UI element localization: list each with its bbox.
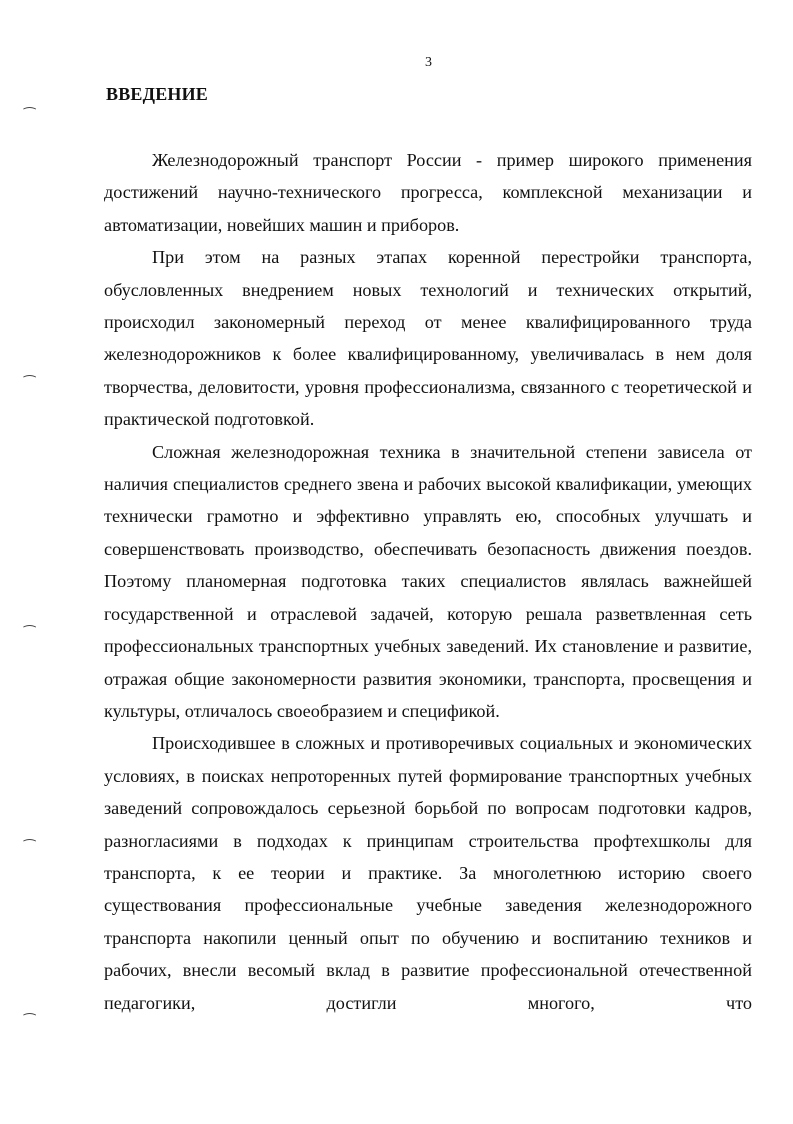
paragraph-4: Происходившее в сложных и противоречивых социальных и экономических условиях, в поисках непроторенных путей формирование транспортных учебных заведений сопровождалось серьезной борьбой по вопросам подготовки кадров, разногласиями в подходах к принципам строительства профтехшколы для транспорта, к ее теории и практике. За многолетнюю историю своего существования профессиональные учебные заведения железнодорожного транспорта накопили ценный опыт по обучению и воспитанию техников и рабочих, внесли весомый вклад в развитие профессиональной отечественной педагогики, достигли многого, что bbox=[104, 733, 752, 1013]
document-body bbox=[104, 144, 752, 1019]
paragraph-2: При этом на разных этапах коренной перестройки транспорта, обусловленных внедрением новых технологий и технических открытий, происходил закономерный переход от менее квалифицированного труда железнодорожников к более квалифицированному, увеличивалась в нем доля творчества, деловитости, уровня профессионализма, связанного с теоретической и практической подготовкой. bbox=[104, 247, 752, 430]
binding-mark-icon: ⁀ bbox=[24, 377, 36, 392]
paragraph-3: Сложная железнодорожная техника в значительной степени зависела от наличия специалистов среднего звена и рабочих высокой квалификации, умеющих технически грамотно и эффективно управлять ею, способных улучшать и совершенствовать производство, обеспечивать безопасность движения поездов. Поэтому планомерная подготовка таких специалистов являлась важнейшей государственной и отраслевой задачей, которую решала разветвленная сеть профессиональных транспортных учебных заведений. Их становление и развитие, отражая общие закономерности развития экономики, транспорта, просвещения и культуры, отличалось своеобразием и спецификой. bbox=[104, 441, 752, 721]
page-title: ВВЕДЕНИЕ bbox=[106, 84, 209, 104]
page-number: 3 bbox=[425, 55, 432, 70]
binding-mark-icon: ⁀ bbox=[24, 627, 36, 642]
paragraph-1: Железнодорожный транспорт России - пример широкого применения достижений научно-технического прогресса, комплексной механизации и автоматизации, новейших машин и приборов. bbox=[104, 150, 752, 235]
binding-mark-icon: ⁀ bbox=[24, 109, 36, 124]
binding-mark-icon: ⁀ bbox=[24, 1015, 36, 1030]
binding-mark-icon: ⁀ bbox=[24, 841, 36, 856]
